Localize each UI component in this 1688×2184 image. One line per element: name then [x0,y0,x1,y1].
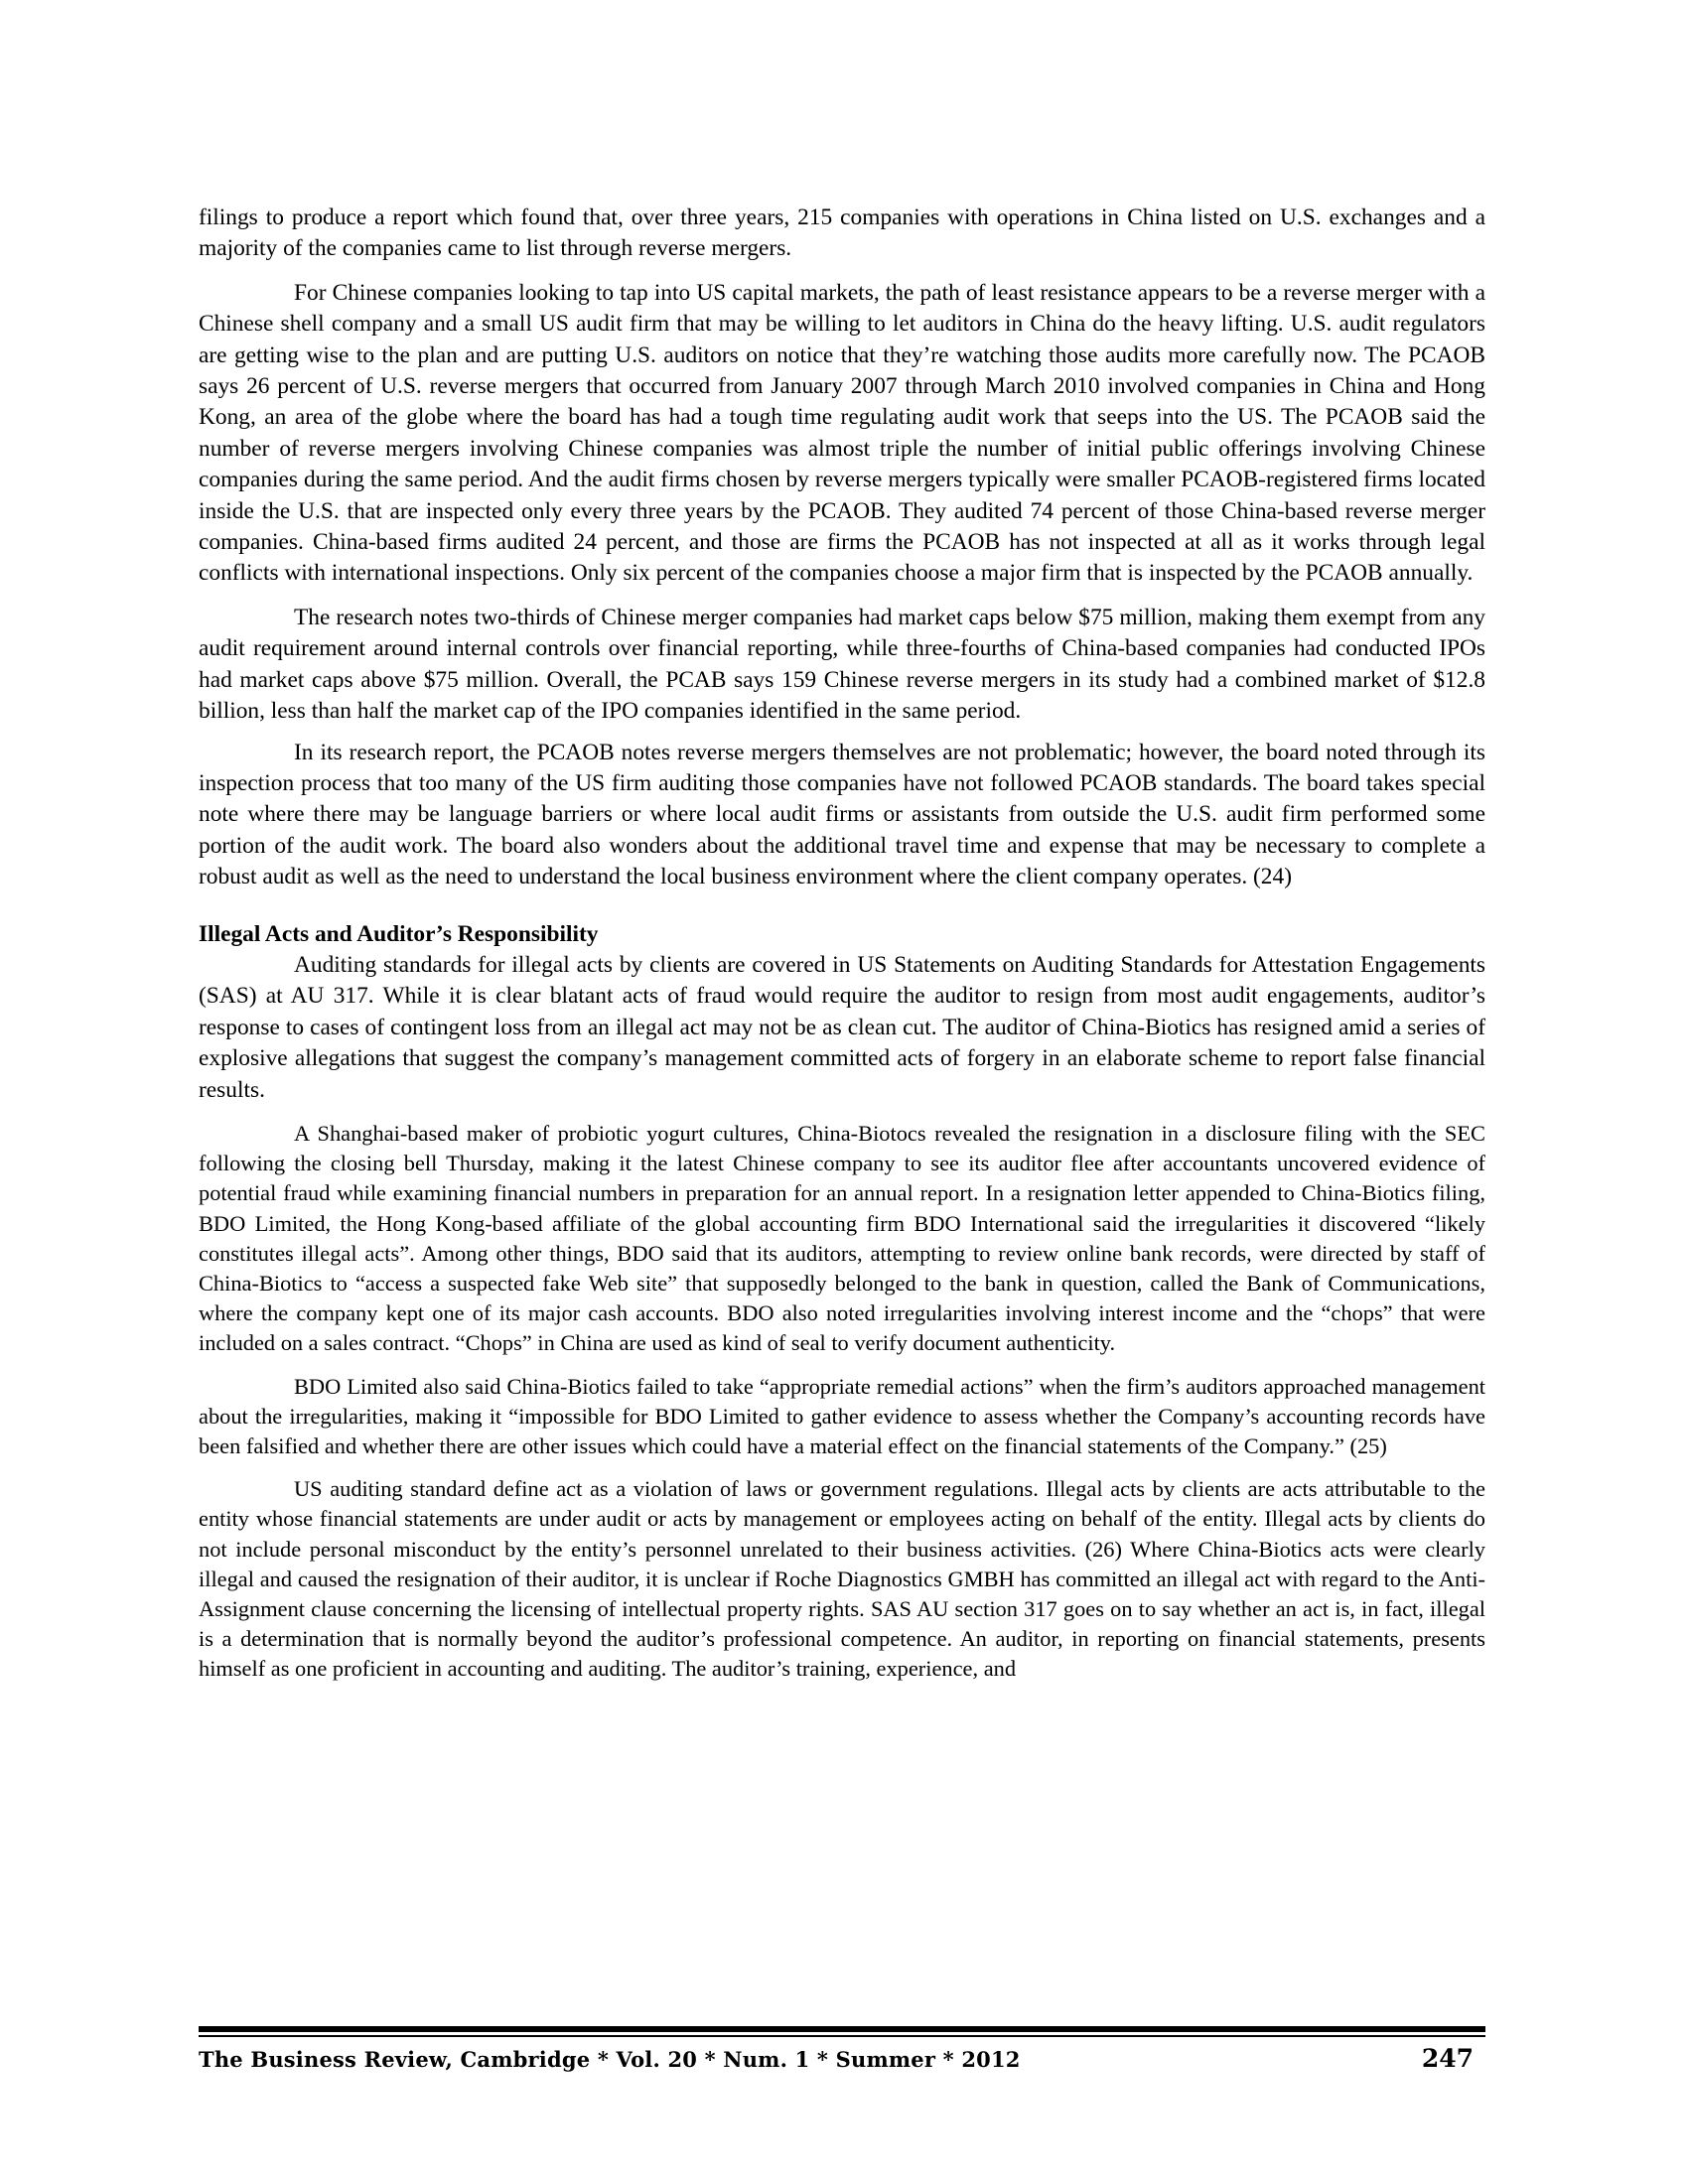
section-heading: Illegal Acts and Auditor’s Responsibility [199,920,599,947]
section-paragraph-2: A Shanghai-based maker of probiotic yogurt cultures, China-Biotocs revealed the resignation in a disclosure filing with the SEC following the closing bell Thursday, making it the latest Chinese company to see its auditor flee after accountants uncovered evidence of potential fraud while examining financial numbers in preparation for an annual report. In a resignation letter appended to China-Biotics filing, BDO Limited, the Hong Kong-based affiliate of the global accounting firm BDO International said the irregularities it discovered “likely constitutes illegal acts”. Among other things, BDO said that its auditors, attempting to review online bank records, were directed by staff of China-Biotics to “access a suspected fake Web site” that supposedly belonged to the bank in question, called the Bank of Communications, where the company kept one of its major cash accounts. BDO also noted irregularities involving interest income and the “chops” that were included on a sales contract. “Chops” in China are used as kind of seal to verify document authenticity. [199,1120,1485,1356]
section-paragraph-4: US auditing standard define act as a violation of laws or government regulations. Illegal acts by clients are acts attributable to the entity whose financial statements are under audit or acts by management or employees acting on behalf of the entity. Illegal acts by clients do not include personal misconduct by the entity’s personnel unrelated to their business activities. (26) Where China-Biotics acts were clearly illegal and caused the resignation of their auditor, it is unclear if Roche Diagnostics GMBH has committed an illegal act with regard to the Anti-Assignment clause concerning the licensing of intellectual property rights. SAS AU section 317 goes on to say whether an act is, in fact, illegal is a determination that is normally beyond the auditor’s professional competence. An auditor, in reporting on financial statements, presents himself as one proficient in accounting and auditing. The auditor’s training, experience, and [199,1476,1485,1682]
footer-rule-thick [199,2026,1485,2032]
page-number: 247 [1421,2044,1474,2073]
body-paragraph-2: For Chinese companies looking to tap into US capital markets, the path of least resistance appears to be a reverse merger with a Chinese shell company and a small US audit firm that may be willing to let auditors in China do the heavy lifting. U.S. audit regulators are getting wise to the plan and are putting U.S. auditors on notice that they’re watching those audits more carefully now. The PCAOB says 26 percent of U.S. reverse mergers that occurred from January 2007 through March 2010 involved companies in China and Hong Kong, an area of the globe where the board has had a tough time regulating audit work that seeps into the US. The PCAOB said the number of reverse mergers involving Chinese companies was almost triple the number of initial public offerings involving Chinese companies during the same period. And the audit firms chosen by reverse mergers typically were smaller PCAOB-registered firms located inside the U.S. that are inspected only every three years by the PCAOB. They audited 74 percent of those China-based reverse merger companies. China-based firms audited 24 percent, and those are firms the PCAOB has not inspected at all as it works through legal conflicts with international inspections. Only six percent of the companies choose a major firm that is inspected by the PCAOB annually. [199,279,1485,587]
page-content [199,203,1485,1685]
footer-journal-citation: The Business Review, Cambridge * Vol. 20 * Num. 1 * Summer * 2012 [199,2047,1021,2072]
page-footer [199,2026,1485,2073]
section-paragraph-1: Auditing standards for illegal acts by clients are covered in US Statements on Auditing Standards for Attestation Engagements (SAS) at AU 317. While it is clear blatant acts of fraud would require the auditor to resign from most audit engagements, auditor’s response to cases of contingent loss from an illegal act may not be as clean cut. The auditor of China-Biotics has resigned amid a series of explosive allegations that suggest the company’s management committed acts of forgery in an elaborate scheme to report false financial results. [199,951,1485,1103]
body-paragraph-1: filings to produce a report which found that, over three years, 215 companies with operations in China listed on U.S. exchanges and a majority of the companies came to list through reverse mergers. [199,205,1485,262]
body-paragraph-3: The research notes two-thirds of Chinese merger companies had market caps below $75 million, making them exempt from any audit requirement around internal controls over financial reporting, while three-fourths of China-based companies had conducted IPOs had market caps above $75 million. Overall, the PCAB says 159 Chinese reverse mergers in its study had a combined market of $12.8 billion, less than half the market cap of the IPO companies identified in the same period. [199,604,1485,725]
body-paragraph-4: In its research report, the PCAOB notes reverse mergers themselves are not problematic; however, the board noted through its inspection process that too many of the US firm auditing those companies have not followed PCAOB standards. The board takes special note where there may be language barriers or where local audit firms or assistants from outside the U.S. audit firm performed some portion of the audit work. The board also wonders about the additional travel time and expense that may be necessary to complete a robust audit as well as the need to understand the local business environment where the client company operates. (24) [199,739,1485,890]
footer-line [199,2044,1485,2073]
section-paragraph-3: BDO Limited also said China-Biotics failed to take “appropriate remedial actions” when the firm’s auditors approached management about the irregularities, making it “impossible for BDO Limited to gather evidence to assess whether the Company’s accounting records have been falsified and whether there are other issues which could have a material effect on the financial statements of the Company.” (25) [199,1373,1485,1458]
footer-rule-thin [199,2035,1485,2037]
